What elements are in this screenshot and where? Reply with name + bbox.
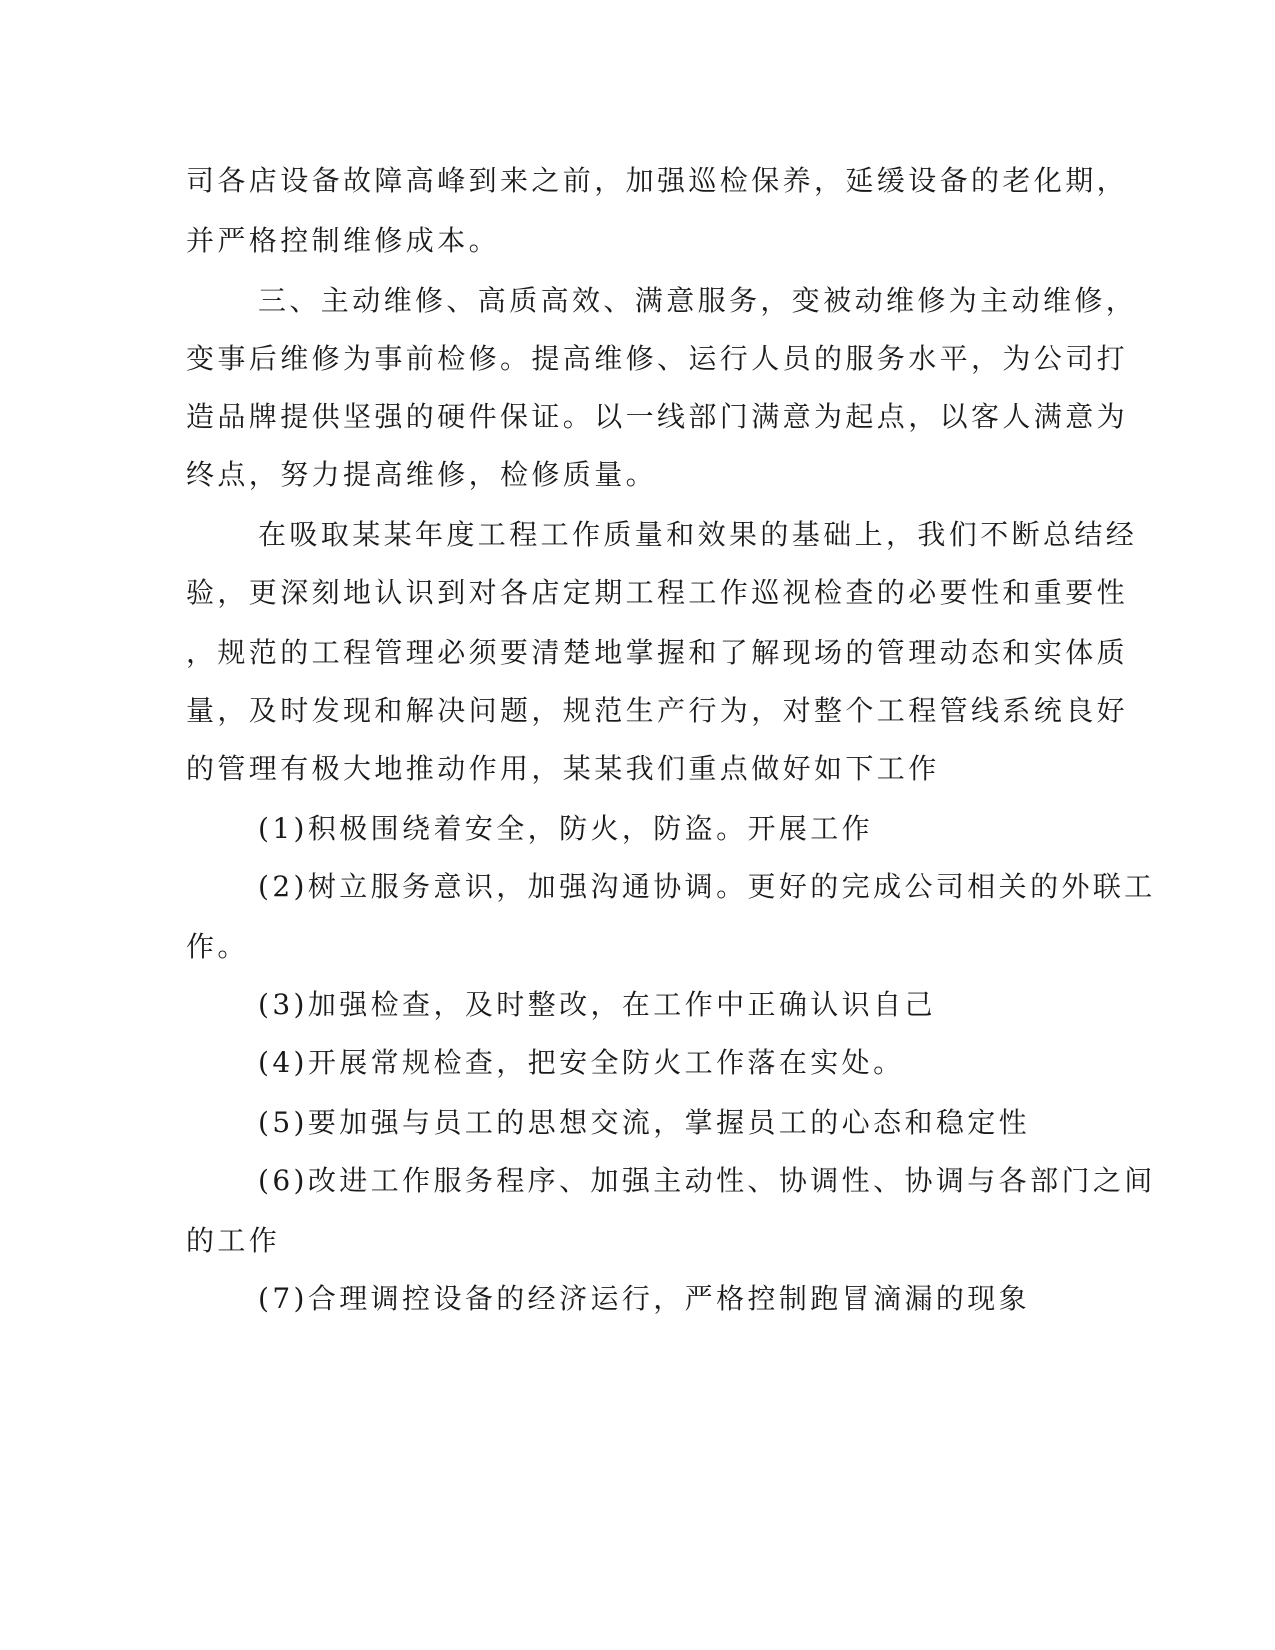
text-line: 终点，努力提高维修，检修质量。 bbox=[186, 458, 658, 491]
paragraph-start-line: 在吸取某某年度工程工作质量和效果的基础上，我们不断总结经 bbox=[258, 518, 1138, 551]
list-item-5: (5)要加强与员工的思想交流，掌握员工的心态和稳定性 bbox=[258, 1106, 1031, 1139]
text-line: 并严格控制维修成本。 bbox=[186, 224, 501, 257]
list-item-2: (2)树立服务意识，加强沟通协调。更好的完成公司相关的外联工 bbox=[258, 870, 1156, 903]
list-item-6: (6)改进工作服务程序、加强主动性、协调性、协调与各部门之间 bbox=[258, 1164, 1156, 1197]
text-line: 司各店设备故障高峰到来之前，加强巡检保养，延缓设备的老化期， bbox=[186, 164, 1129, 197]
text-line: 量，及时发现和解决问题，规范生产行为，对整个工程管线系统良好 bbox=[186, 694, 1129, 727]
text-line: 的管理有极大地推动作用，某某我们重点做好如下工作 bbox=[186, 752, 940, 785]
list-item-2-continuation: 作。 bbox=[186, 930, 249, 963]
list-item-3: (3)加强检查，及时整改，在工作中正确认识自己 bbox=[258, 988, 936, 1021]
section-three-heading-line: 三、主动维修、高质高效、满意服务，变被动维修为主动维修， bbox=[258, 284, 1138, 317]
text-line: 变事后维修为事前检修。提高维修、运行人员的服务水平，为公司打 bbox=[186, 342, 1129, 375]
list-item-7: (7)合理调控设备的经济运行，严格控制跑冒滴漏的现象 bbox=[258, 1282, 1031, 1315]
list-item-6-continuation: 的工作 bbox=[186, 1224, 281, 1257]
text-line: 验，更深刻地认识到对各店定期工程工作巡视检查的必要性和重要性 bbox=[186, 576, 1129, 609]
list-item-4: (4)开展常规检查，把安全防火工作落在实处。 bbox=[258, 1046, 905, 1079]
text-line: 造品牌提供坚强的硬件保证。以一线部门满意为起点，以客人满意为 bbox=[186, 400, 1129, 433]
text-line: ，规范的工程管理必须要清楚地掌握和了解现场的管理动态和实体质 bbox=[186, 636, 1129, 669]
list-item-1: (1)积极围绕着安全，防火，防盗。开展工作 bbox=[258, 812, 874, 845]
